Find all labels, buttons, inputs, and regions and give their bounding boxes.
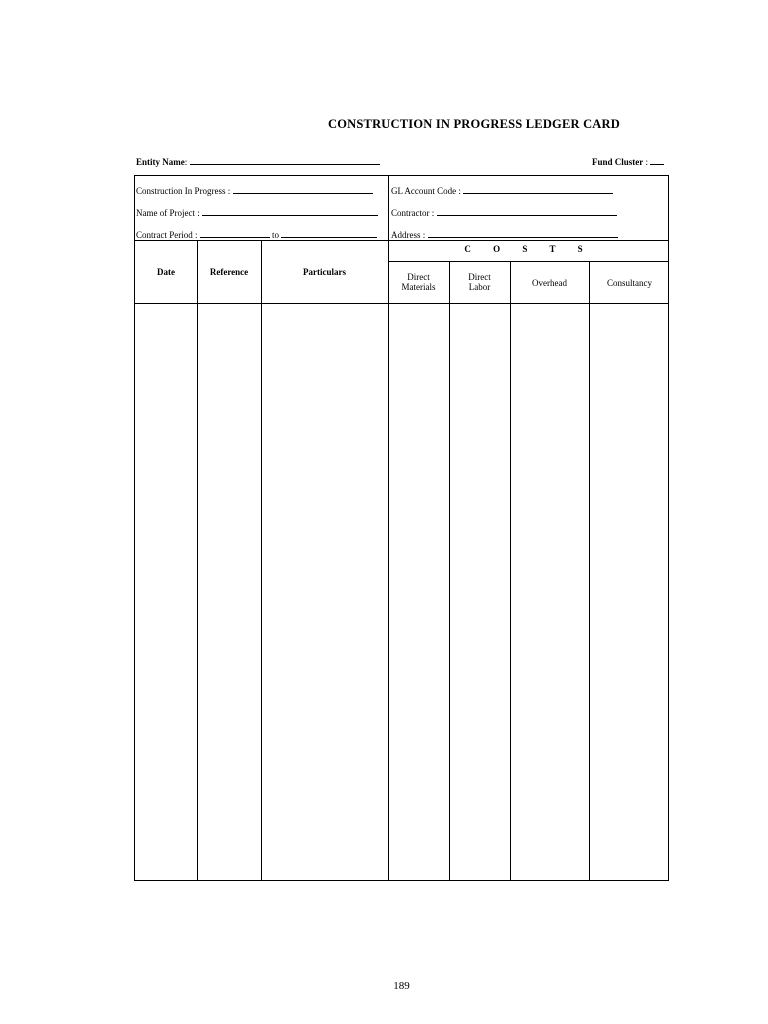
direct-labor-line1: Direct <box>468 272 491 282</box>
contractor-field[interactable] <box>437 207 617 216</box>
gl-account-code-row <box>391 185 613 196</box>
col-header-date: Date <box>157 267 175 277</box>
construction-in-progress-field[interactable] <box>233 185 373 194</box>
contract-period-label: Contract Period : <box>136 230 198 240</box>
col-divider-date <box>197 241 198 880</box>
col-header-direct-labor <box>449 272 510 292</box>
contract-period-end-field[interactable] <box>281 229 377 238</box>
address-field[interactable] <box>428 229 618 238</box>
contract-period-to: to <box>272 230 280 240</box>
project-info-box <box>134 175 669 241</box>
contract-period-start-field[interactable] <box>200 229 270 238</box>
fund-cluster-row: Fund Cluster : <box>592 156 664 167</box>
contract-period-row <box>136 229 377 240</box>
col-divider-overhead <box>589 261 590 880</box>
address-label: Address : <box>391 230 426 240</box>
construction-in-progress-label: Construction In Progress : <box>136 186 231 196</box>
costs-underline <box>388 261 668 262</box>
col-divider-reference <box>261 241 262 880</box>
contractor-label: Contractor : <box>391 208 435 218</box>
gl-account-code-field[interactable] <box>463 185 613 194</box>
page-number: 189 <box>393 980 410 992</box>
direct-materials-line1: Direct <box>407 272 430 282</box>
direct-labor-line2: Labor <box>468 282 491 292</box>
gl-account-code-label: GL Account Code : <box>391 186 461 196</box>
col-header-consultancy: Consultancy <box>607 278 652 288</box>
col-header-direct-materials <box>388 272 449 292</box>
contractor-row <box>391 207 617 218</box>
col-header-reference: Reference <box>209 267 249 277</box>
col-divider-particulars <box>388 241 389 880</box>
entity-name-row: Entity Name: <box>136 156 380 167</box>
address-row <box>391 229 618 240</box>
direct-materials-line2: Materials <box>401 282 436 292</box>
costs-heading: C O S T S <box>464 244 593 254</box>
col-header-particulars: Particulars <box>303 267 346 277</box>
fund-cluster-label: Fund Cluster <box>592 157 644 167</box>
info-divider <box>388 176 389 240</box>
form-title: CONSTRUCTION IN PROGRESS LEDGER CARD <box>328 117 620 131</box>
entity-name-field[interactable] <box>190 156 380 165</box>
col-divider-direct-materials <box>449 261 450 880</box>
col-header-overhead: Overhead <box>532 278 567 288</box>
fund-cluster-field[interactable] <box>650 156 664 165</box>
name-of-project-row <box>136 207 378 218</box>
construction-in-progress-row <box>136 185 373 196</box>
name-of-project-label: Name of Project : <box>136 208 200 218</box>
ledger-table <box>134 241 669 881</box>
name-of-project-field[interactable] <box>202 207 378 216</box>
col-divider-direct-labor <box>510 261 511 880</box>
entity-name-label: Entity Name <box>136 157 185 167</box>
